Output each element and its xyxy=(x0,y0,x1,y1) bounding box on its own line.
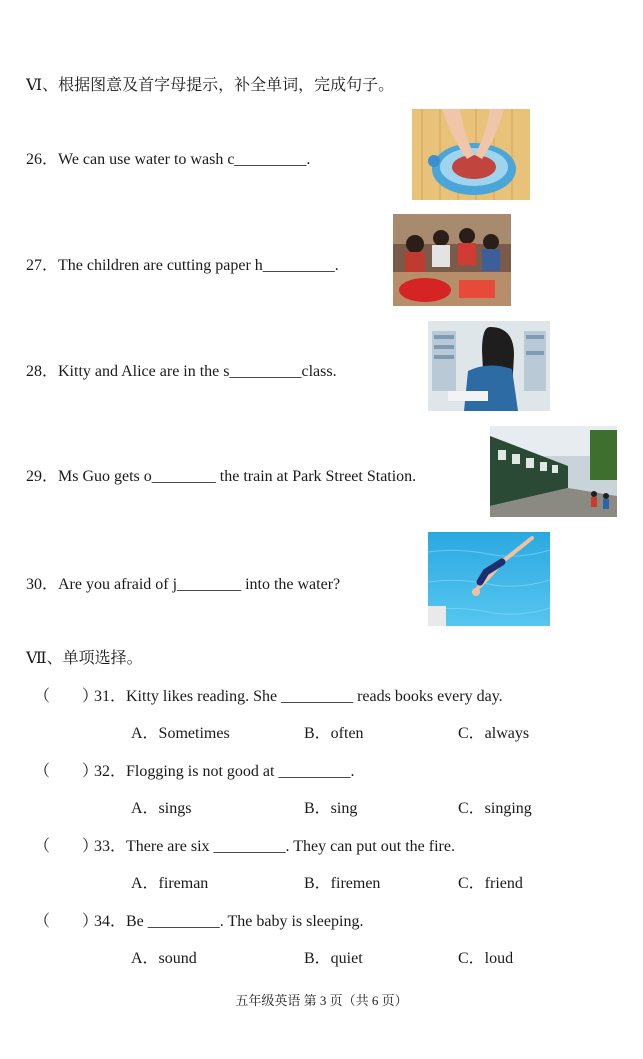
paper-cutting-photo xyxy=(393,214,511,306)
option-32-c[interactable]: C．singing xyxy=(458,800,532,817)
option-33-b[interactable]: B．firemen xyxy=(304,875,381,892)
option-31-b[interactable]: B．often xyxy=(304,725,364,742)
washing-hands-photo xyxy=(412,109,530,200)
question-28: 28．Kitty and Alice are in the s_________class. xyxy=(26,363,337,380)
question-33: 33．There are six _________. They can put out the fire. xyxy=(94,838,455,855)
train-station-photo xyxy=(490,426,617,517)
option-34-c[interactable]: C．loud xyxy=(458,950,514,967)
paper-cutting-illustration xyxy=(393,214,511,306)
question-29: 29．Ms Guo gets o________ the train at Park Street Station. xyxy=(26,468,417,485)
section-6-heading: Ⅵ、根据图意及首字母提示，补全单词，完成句子。 xyxy=(26,77,395,94)
page-footer: 五年级英语 第 3 页（共 6 页） xyxy=(235,993,408,1008)
question-32: 32．Flogging is not good at _________. xyxy=(94,763,355,780)
option-31-a[interactable]: A．Sometimes xyxy=(131,725,230,742)
diving-illustration xyxy=(428,532,550,626)
train-station-illustration xyxy=(490,426,617,517)
diving-photo xyxy=(428,532,550,626)
classroom-illustration xyxy=(428,321,550,411)
answer-bracket-32[interactable]: （ ） xyxy=(34,763,99,780)
question-34: 34．Be _________. The baby is sleeping. xyxy=(94,913,364,930)
option-33-c[interactable]: C．friend xyxy=(458,875,523,892)
question-26: 26．We can use water to wash c_________. xyxy=(26,151,311,168)
option-33-a[interactable]: A．fireman xyxy=(131,875,209,892)
answer-bracket-33[interactable]: （ ） xyxy=(34,838,99,855)
question-27: 27．The children are cutting paper h_________. xyxy=(26,257,339,274)
question-30: 30．Are you afraid of j________ into the water? xyxy=(26,576,341,593)
question-31: 31．Kitty likes reading. She _________ reads books every day. xyxy=(94,688,503,705)
washing-hands-illustration xyxy=(412,109,530,200)
option-31-c[interactable]: C．always xyxy=(458,725,530,742)
option-34-a[interactable]: A．sound xyxy=(131,950,197,967)
answer-bracket-34[interactable]: （ ） xyxy=(34,913,99,930)
option-32-a[interactable]: A．sings xyxy=(131,800,192,817)
option-32-b[interactable]: B．sing xyxy=(304,800,358,817)
classroom-photo xyxy=(428,321,550,411)
answer-bracket-31[interactable]: （ ） xyxy=(34,688,99,705)
section-7-heading: Ⅶ、单项选择。 xyxy=(26,650,143,667)
option-34-b[interactable]: B．quiet xyxy=(304,950,363,967)
